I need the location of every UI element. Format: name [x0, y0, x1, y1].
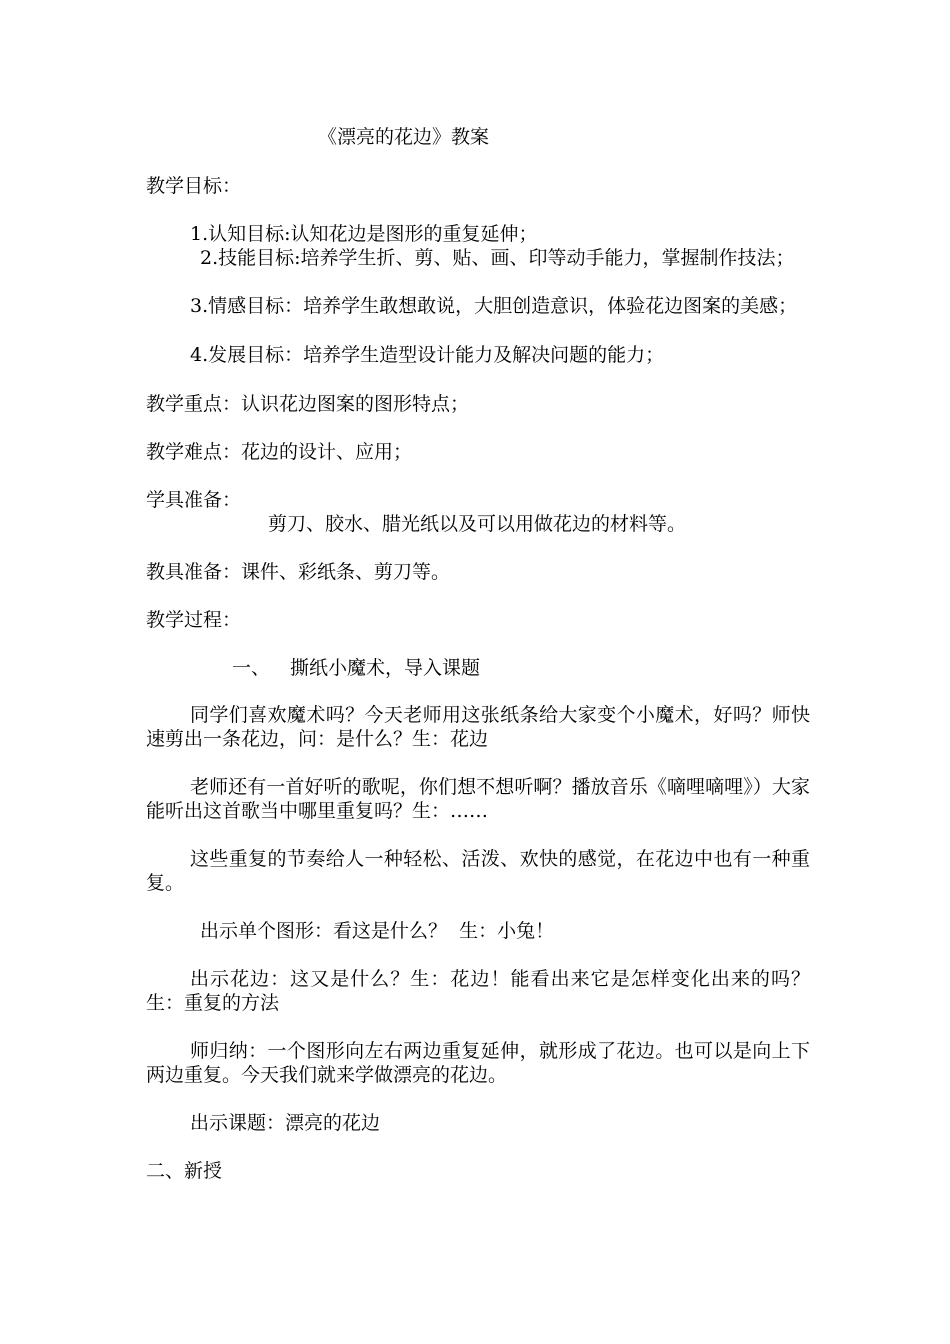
student-materials-heading: 学具准备：: [146, 489, 242, 511]
difficulty: 教学难点：花边的设计、应用；: [146, 441, 413, 463]
paragraph-6: 师归纳：一个图形向左右两边重复延伸，就形成了花边。也可以是向上下两边重复。今天我们就来学做漂亮的花边。: [146, 1040, 810, 1086]
section-2-heading: 二、新授: [146, 1160, 223, 1182]
teacher-materials: 教具准备：课件、彩纸条、剪刀等。: [146, 561, 451, 583]
objective-1: 1.认知目标:认知花边是图形的重复延伸；: [190, 223, 538, 245]
document-title: 《漂亮的花边》教案: [318, 126, 490, 148]
key-point: 教学重点：认识花边图案的图形特点；: [146, 393, 470, 415]
paragraph-2: 老师还有一首好听的歌呢，你们想不想听啊？播放音乐《嘀哩嘀哩》）大家能听出这首歌当中哪里重复吗？生：……: [146, 776, 810, 822]
paragraph-4: 出示单个图形：看这是什么？ 生：小兔！: [200, 920, 555, 942]
objective-2: 2.技能目标:培养学生折、剪、贴、画、印等动手能力，掌握制作技法；: [200, 247, 795, 269]
paragraph-7: 出示课题：漂亮的花边: [190, 1112, 381, 1134]
objectives-heading: 教学目标：: [146, 175, 242, 197]
paragraph-1: 同学们喜欢魔术吗？今天老师用这张纸条给大家变个小魔术，好吗？师快速剪出一条花边，问：是什么？生：花边: [146, 704, 810, 750]
objective-4: 4.发展目标：培养学生造型设计能力及解决问题的能力；: [190, 344, 665, 366]
section-1-number: 一、: [232, 657, 271, 679]
objective-3: 3.情感目标：培养学生敢想敢说，大胆创造意识，体验花边图案的美感；: [190, 295, 798, 317]
section-1-title: 撕纸小魔术，导入课题: [290, 657, 481, 679]
paragraph-5: 出示花边：这又是什么？生：花边！能看出来它是怎样变化出来的吗？生：重复的方法: [146, 968, 810, 1014]
student-materials-content: 剪刀、胶水、腊光纸以及可以用做花边的材料等。: [268, 513, 687, 535]
process-heading: 教学过程：: [146, 609, 242, 631]
paragraph-3: 这些重复的节奏给人一种轻松、活泼、欢快的感觉，在花边中也有一种重复。: [146, 848, 810, 894]
